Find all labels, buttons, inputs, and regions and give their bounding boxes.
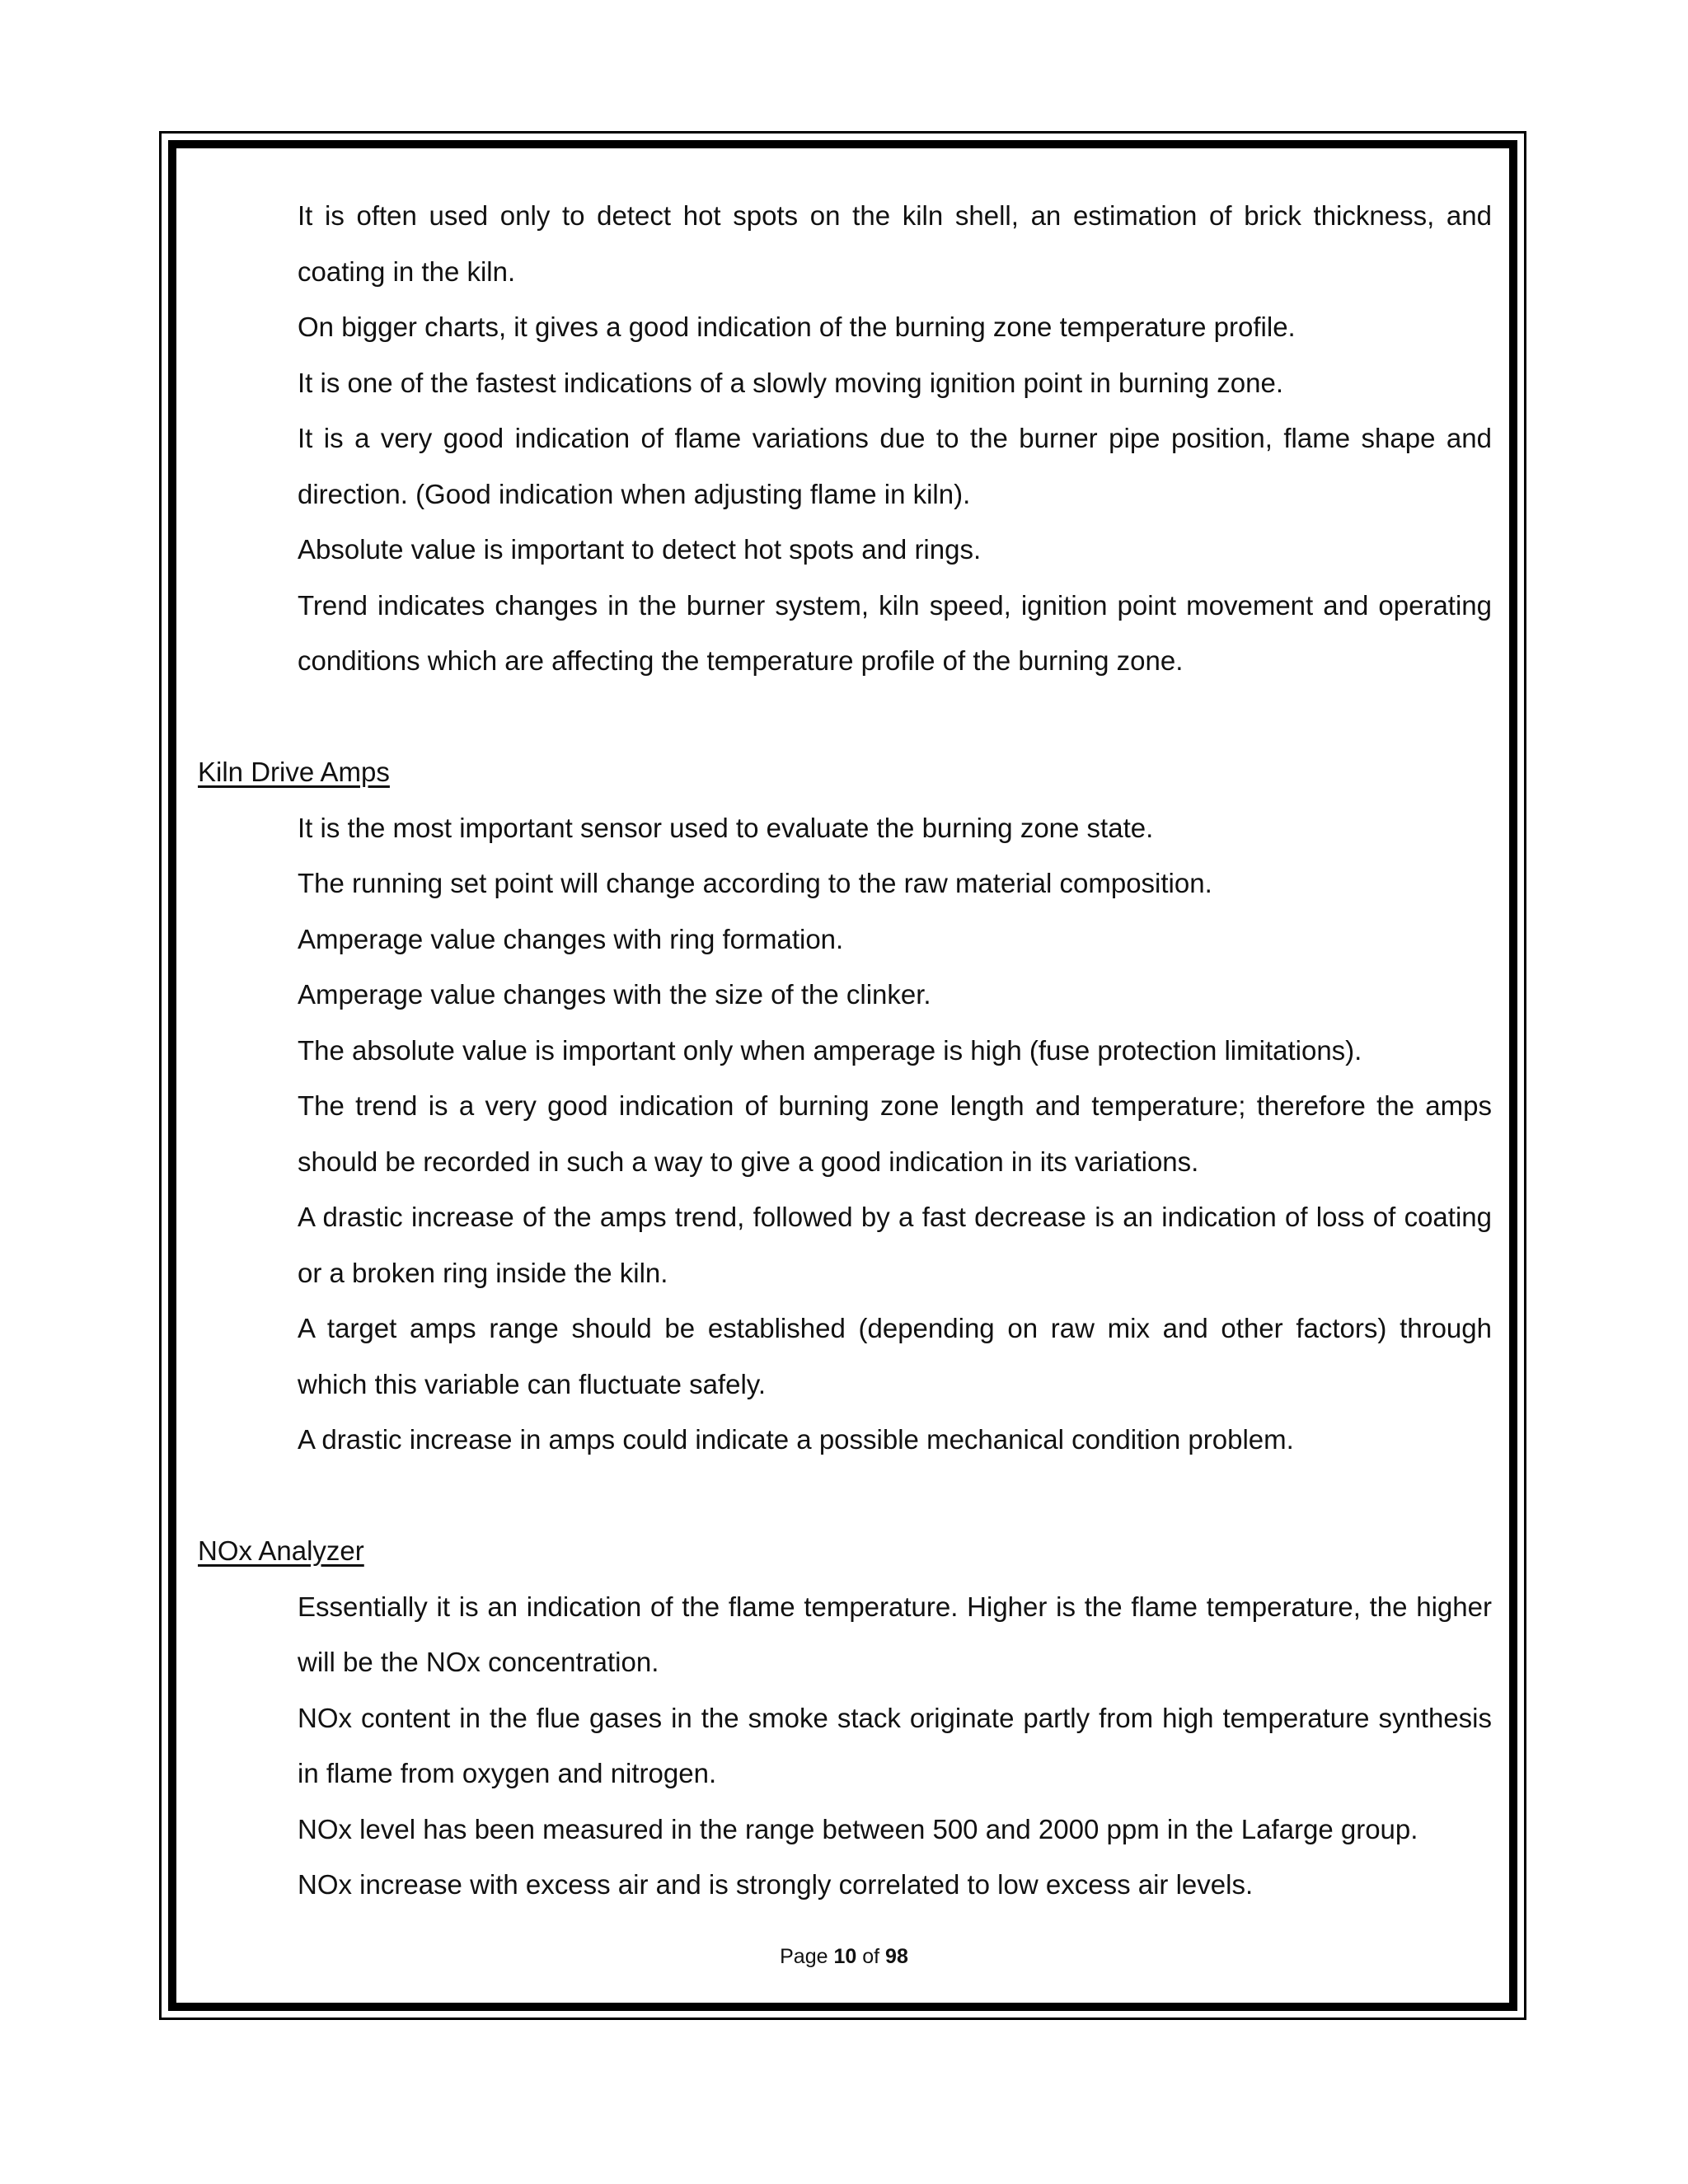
of-word: of bbox=[862, 1945, 880, 1968]
nox-analyzer-paragraph: NOx level has been measured in the range between 500 and 2000 ppm in the Lafarge group. bbox=[298, 1813, 1418, 1844]
kiln-drive-amps-paragraph: The trend is a very good indication of burning zone length and temperature; therefore the amps should be recorded in such a way to give a good indication in its variations. bbox=[298, 1090, 1492, 1177]
nox-analyzer-paragraph: NOx content in the flue gases in the smoke stack originate partly from high temperature synthesis in flame from oxygen and nitrogen. bbox=[298, 1702, 1492, 1788]
page-number: 10 bbox=[833, 1945, 857, 1968]
intro-paragraph-4: It is a very good indication of flame variations due to the burner pipe position, flame shape and direction. (Good indication when adjusting flame in kiln). bbox=[298, 423, 1492, 509]
kiln-drive-amps-paragraph: The running set point will change according to the raw material composition. bbox=[298, 868, 1212, 898]
kiln-drive-amps-paragraph: A target amps range should be established (depending on raw mix and other factors) through which this variable can fluctuate safely. bbox=[298, 1313, 1492, 1399]
intro-paragraph-1: It is often used only to detect hot spots on the kiln shell, an estimation of brick thickness, and coating in the kiln. bbox=[298, 200, 1492, 287]
intro-paragraph-6: Trend indicates changes in the burner system, kiln speed, ignition point movement and operating conditions which are affecting the temperature profile of the burning zone. bbox=[298, 589, 1492, 676]
kiln-drive-amps-paragraph: A drastic increase of the amps trend, followed by a fast decrease is an indication of loss of coating or a broken ring inside the kiln. bbox=[298, 1202, 1492, 1288]
nox-analyzer-paragraph: Essentially it is an indication of the flame temperature. Higher is the flame temperature, the higher will be the NOx concentration. bbox=[298, 1591, 1492, 1677]
page-footer bbox=[0, 1943, 1688, 1971]
page-word: Page bbox=[780, 1945, 828, 1968]
page-content bbox=[198, 188, 1492, 1913]
section-heading-kiln-drive-amps: Kiln Drive Amps bbox=[198, 757, 390, 787]
kiln-drive-amps-paragraph: It is the most important sensor used to evaluate the burning zone state. bbox=[298, 812, 1154, 843]
intro-paragraph-3: It is one of the fastest indications of a slowly moving ignition point in burning zone. bbox=[298, 367, 1284, 398]
kiln-drive-amps-paragraph: Amperage value changes with ring formation. bbox=[298, 923, 844, 954]
kiln-drive-amps-paragraph: The absolute value is important only when amperage is high (fuse protection limitations). bbox=[298, 1034, 1362, 1066]
kiln-drive-amps-paragraph: A drastic increase in amps could indicate a possible mechanical condition problem. bbox=[298, 1424, 1294, 1455]
nox-analyzer-paragraph: NOx increase with excess air and is strongly correlated to low excess air levels. bbox=[298, 1869, 1254, 1900]
total-pages: 98 bbox=[885, 1945, 908, 1968]
intro-paragraph-2: On bigger charts, it gives a good indication of the burning zone temperature profile. bbox=[298, 312, 1296, 342]
kiln-drive-amps-paragraph: Amperage value changes with the size of the clinker. bbox=[298, 979, 931, 1010]
intro-paragraph-5: Absolute value is important to detect hot spots and rings. bbox=[298, 534, 982, 565]
section-heading-nox-analyzer: NOx Analyzer bbox=[198, 1535, 364, 1566]
